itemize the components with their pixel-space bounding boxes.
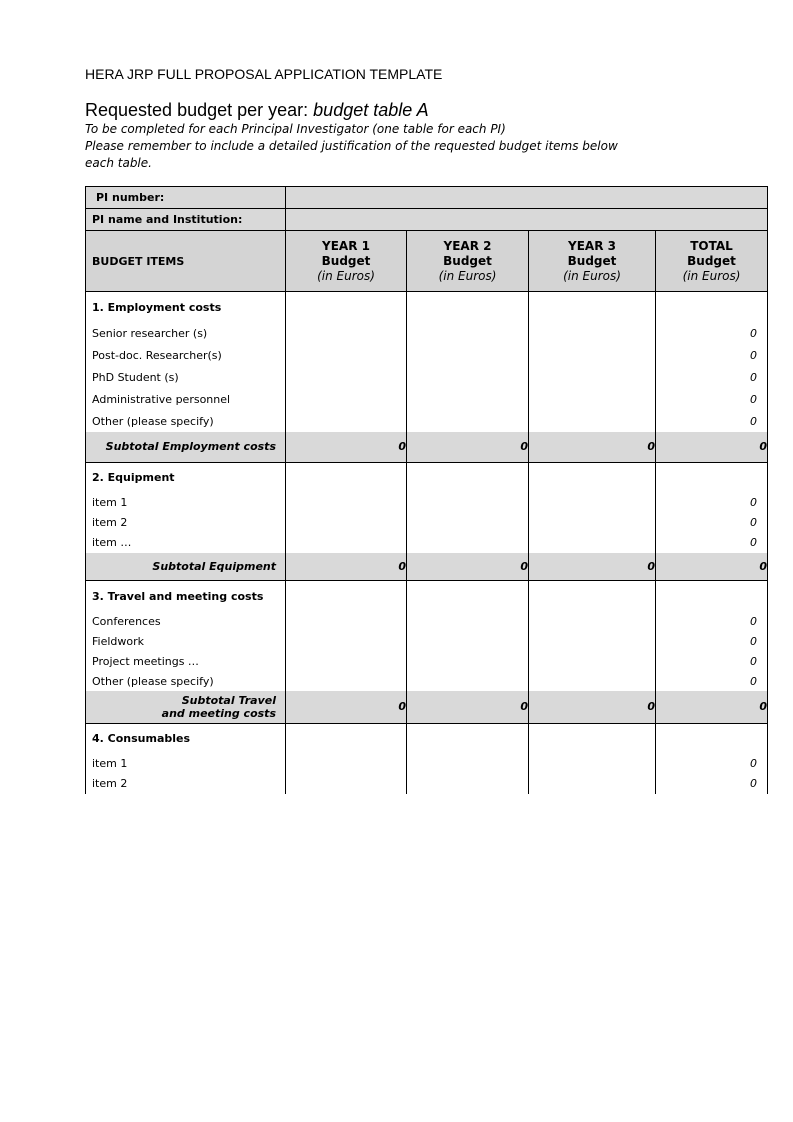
header-year-3 <box>529 231 656 292</box>
pi-name-field[interactable] <box>286 209 768 231</box>
section-title: 2. Equipment <box>86 462 286 493</box>
header-year-3-budget: Budget <box>567 253 617 268</box>
budget-cell[interactable] <box>286 723 407 754</box>
header-year-2-title: YEAR 2 <box>443 238 492 253</box>
budget-cell[interactable] <box>529 410 656 432</box>
subtotal-year-2: 0 <box>407 553 529 581</box>
budget-cell[interactable] <box>286 671 407 691</box>
table-row <box>86 388 768 410</box>
item-name: Administrative personnel <box>86 388 286 410</box>
budget-cell[interactable] <box>407 581 529 612</box>
intro-text <box>85 121 705 172</box>
table-row <box>86 344 768 366</box>
budget-cell[interactable] <box>286 410 407 432</box>
subtotal-year-1: 0 <box>286 432 407 462</box>
intro-line-3: each table. <box>85 156 152 170</box>
budget-cell[interactable] <box>286 322 407 344</box>
item-name: Project meetings … <box>86 651 286 671</box>
subtotal-total: 0 <box>656 691 768 723</box>
table-row <box>86 651 768 671</box>
item-total: 0 <box>656 366 768 388</box>
budget-cell[interactable] <box>407 322 529 344</box>
budget-cell[interactable] <box>286 344 407 366</box>
budget-cell[interactable] <box>286 388 407 410</box>
budget-cell[interactable] <box>407 410 529 432</box>
subtotal-row <box>86 691 768 723</box>
header-year-1-title: YEAR 1 <box>322 238 370 253</box>
item-total: 0 <box>656 344 768 366</box>
total-cell <box>656 462 768 493</box>
item-name: Other (please specify) <box>86 671 286 691</box>
budget-table <box>85 186 768 794</box>
budget-cell[interactable] <box>407 344 529 366</box>
header-year-1-unit: (in Euros) <box>317 268 375 283</box>
item-total: 0 <box>656 322 768 344</box>
table-row <box>86 410 768 432</box>
header-total-unit: (in Euros) <box>682 268 741 283</box>
item-name: item 2 <box>86 513 286 533</box>
budget-cell[interactable] <box>529 754 656 774</box>
budget-cell[interactable] <box>286 631 407 651</box>
header-year-2-budget: Budget <box>443 253 492 268</box>
budget-cell[interactable] <box>286 366 407 388</box>
subtotal-year-3: 0 <box>529 553 656 581</box>
item-total: 0 <box>656 774 768 794</box>
item-name: Conferences <box>86 611 286 631</box>
header-year-2 <box>407 231 529 292</box>
subtotal-year-2: 0 <box>407 691 529 723</box>
item-name: Fieldwork <box>86 631 286 651</box>
item-total: 0 <box>656 611 768 631</box>
header-year-1 <box>286 231 407 292</box>
budget-cell[interactable] <box>286 292 407 323</box>
table-row <box>86 754 768 774</box>
table-row <box>86 366 768 388</box>
item-name: Other (please specify) <box>86 410 286 432</box>
section-row <box>86 581 768 612</box>
budget-cell[interactable] <box>407 611 529 631</box>
item-total: 0 <box>656 631 768 651</box>
subtotal-total: 0 <box>656 553 768 581</box>
budget-cell[interactable] <box>407 513 529 533</box>
subtotal-row <box>86 432 768 462</box>
item-total: 0 <box>656 493 768 513</box>
budget-cell[interactable] <box>529 671 656 691</box>
item-name: item 1 <box>86 754 286 774</box>
budget-cell[interactable] <box>529 344 656 366</box>
item-total: 0 <box>656 651 768 671</box>
intro-line-2: Please remember to include a detailed justification of the requested budget items below <box>85 139 618 153</box>
budget-cell[interactable] <box>286 651 407 671</box>
budget-cell[interactable] <box>407 723 529 754</box>
budget-cell[interactable] <box>529 611 656 631</box>
subtotal-year-3: 0 <box>529 691 656 723</box>
budget-cell[interactable] <box>529 462 656 493</box>
subtotal-label-line-1: Subtotal Travel <box>181 693 276 707</box>
item-total: 0 <box>656 513 768 533</box>
item-name: item 1 <box>86 493 286 513</box>
table-row <box>86 493 768 513</box>
section-row <box>86 723 768 754</box>
item-name: item … <box>86 533 286 553</box>
header-year-3-unit: (in Euros) <box>563 268 621 283</box>
budget-cell[interactable] <box>529 774 656 794</box>
item-total: 0 <box>656 388 768 410</box>
item-total: 0 <box>656 671 768 691</box>
pi-number-label: PI number: <box>86 187 286 209</box>
section-title: 3. Travel and meeting costs <box>86 581 286 612</box>
item-name: PhD Student (s) <box>86 366 286 388</box>
budget-cell[interactable] <box>286 754 407 774</box>
budget-cell[interactable] <box>286 611 407 631</box>
budget-cell[interactable] <box>529 723 656 754</box>
table-row <box>86 631 768 651</box>
budget-cell[interactable] <box>407 493 529 513</box>
budget-cell[interactable] <box>407 533 529 553</box>
budget-cell[interactable] <box>286 462 407 493</box>
subtotal-year-1: 0 <box>286 691 407 723</box>
pi-number-field[interactable] <box>286 187 768 209</box>
document-title: HERA JRP FULL PROPOSAL APPLICATION TEMPLATE <box>85 66 443 82</box>
budget-cell[interactable] <box>529 366 656 388</box>
subtotal-row <box>86 553 768 581</box>
budget-cell[interactable] <box>407 462 529 493</box>
budget-cell[interactable] <box>529 651 656 671</box>
section-row <box>86 462 768 493</box>
pi-name-row <box>86 209 768 231</box>
item-total: 0 <box>656 533 768 553</box>
total-cell <box>656 292 768 323</box>
budget-cell[interactable] <box>286 533 407 553</box>
budget-cell[interactable] <box>407 366 529 388</box>
pi-name-label: PI name and Institution: <box>86 209 286 231</box>
table-row <box>86 611 768 631</box>
budget-cell[interactable] <box>529 292 656 323</box>
budget-cell[interactable] <box>407 388 529 410</box>
budget-cell[interactable] <box>529 631 656 651</box>
budget-cell[interactable] <box>286 493 407 513</box>
section-row <box>86 292 768 323</box>
intro-line-1: To be completed for each Principal Investigator (one table for each PI) <box>85 122 506 136</box>
header-total-budget: Budget <box>687 253 736 268</box>
total-cell <box>656 581 768 612</box>
budget-cell[interactable] <box>529 493 656 513</box>
item-name: Senior researcher (s) <box>86 322 286 344</box>
total-cell <box>656 723 768 754</box>
table-row <box>86 671 768 691</box>
heading-plain: Requested budget per year: <box>85 100 309 120</box>
budget-cell[interactable] <box>529 322 656 344</box>
budget-cell[interactable] <box>286 774 407 794</box>
budget-cell[interactable] <box>407 671 529 691</box>
item-name: item 2 <box>86 774 286 794</box>
item-name: Post-doc. Researcher(s) <box>86 344 286 366</box>
header-total-title: TOTAL <box>690 238 733 253</box>
subtotal-label: Subtotal Equipment <box>86 553 286 581</box>
table-row <box>86 322 768 344</box>
subtotal-label: Subtotal Employment costs <box>86 432 286 462</box>
budget-cell[interactable] <box>407 631 529 651</box>
subtotal-year-2: 0 <box>407 432 529 462</box>
budget-cell[interactable] <box>286 581 407 612</box>
subtotal-year-3: 0 <box>529 432 656 462</box>
table-row <box>86 533 768 553</box>
section-title: 1. Employment costs <box>86 292 286 323</box>
table-header-row <box>86 231 768 292</box>
table-row <box>86 513 768 533</box>
budget-cell[interactable] <box>407 754 529 774</box>
heading-italic: budget table A <box>313 100 429 120</box>
header-year-1-budget: Budget <box>321 253 371 268</box>
header-year-2-unit: (in Euros) <box>438 268 497 283</box>
budget-cell[interactable] <box>407 774 529 794</box>
budget-cell[interactable] <box>529 513 656 533</box>
budget-cell[interactable] <box>529 388 656 410</box>
page-heading <box>85 100 429 121</box>
budget-cell[interactable] <box>529 581 656 612</box>
pi-number-row <box>86 187 768 209</box>
budget-cell[interactable] <box>529 533 656 553</box>
subtotal-label <box>86 691 286 723</box>
subtotal-year-1: 0 <box>286 553 407 581</box>
budget-cell[interactable] <box>286 513 407 533</box>
item-total: 0 <box>656 410 768 432</box>
budget-items-header: BUDGET ITEMS <box>86 231 286 292</box>
budget-cell[interactable] <box>407 292 529 323</box>
subtotal-label-line-2: and meeting costs <box>161 706 276 720</box>
budget-cell[interactable] <box>407 651 529 671</box>
table-row <box>86 774 768 794</box>
subtotal-total: 0 <box>656 432 768 462</box>
header-year-3-title: YEAR 3 <box>568 238 616 253</box>
header-total <box>656 231 768 292</box>
item-total: 0 <box>656 754 768 774</box>
section-title: 4. Consumables <box>86 723 286 754</box>
